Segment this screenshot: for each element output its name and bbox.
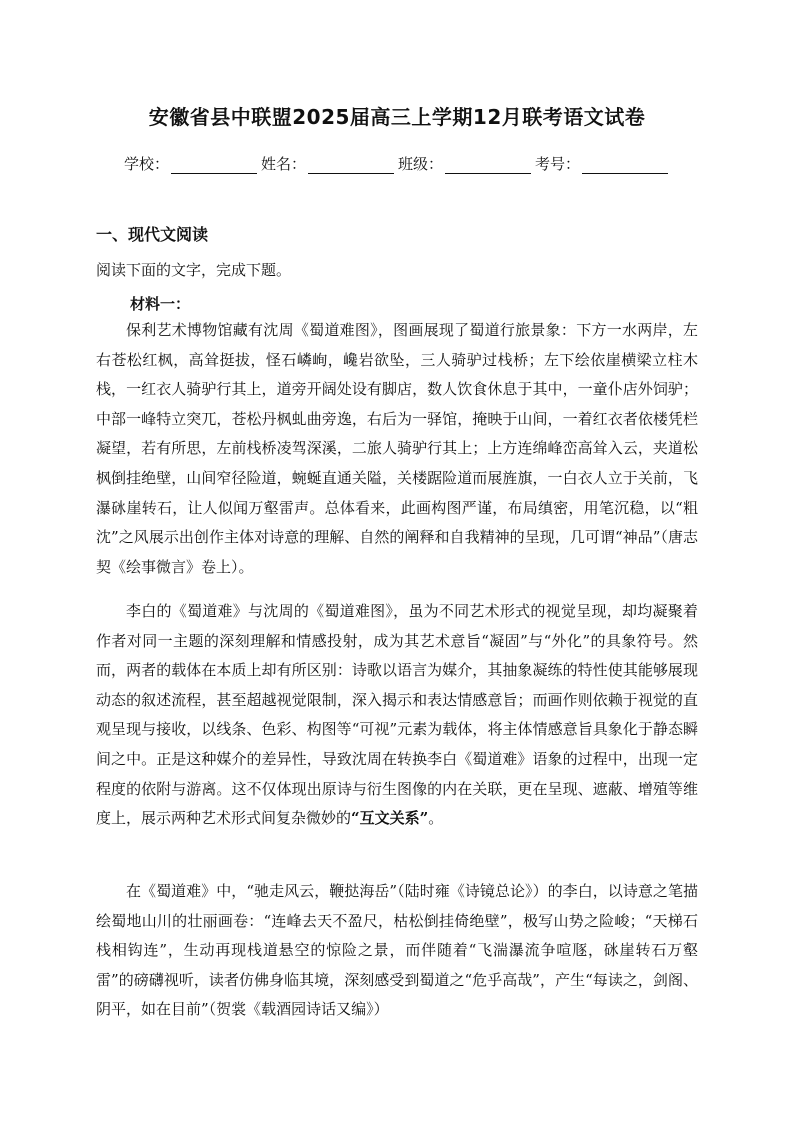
exam-number-label: 考号：: [535, 155, 581, 173]
paragraph-2-end: 。: [428, 809, 444, 828]
reading-instruction: 阅读下面的文字，完成下题。: [96, 261, 292, 279]
name-blank: [308, 157, 394, 174]
name-label: 姓名：: [261, 155, 307, 173]
paragraph-2: [96, 597, 698, 834]
paragraph-1: [96, 316, 698, 582]
class-label: 班级：: [398, 155, 444, 173]
exam-title: 安徽省县中联盟2025届高三上学期12月联考语文试卷: [148, 105, 646, 129]
school-label: 学校：: [124, 155, 170, 173]
paragraph-1-text: 保利艺术博物馆藏有沈周《蜀道难图》，图画展现了蜀道行旅景象：下方一水两岸，左右苍松红枫，高耸挺拔，怪石嶙峋，巉岩欲坠，三人骑驴过栈桥；左下绘依崖横梁立柱木栈，一红衣人骑驴行其上，道旁开阔处设有脚店，数人饮食休息于其中，一童仆店外饲驴；中部一峰特立突兀，苍松丹枫虬曲旁逸，右后为一驿馆，掩映于山间，一着红衣者依楼凭栏凝望，若有所思，左前栈桥凌驾深溪，二旅人骑驴行其上；上方连绵峰峦高耸入云，夹道松枫倒挂绝壁，山间窄径险道，蜿蜒直通关隘，关楼踞险道而展旌旗，一白衣人立于关前，飞瀑砯崖转石，让人似闻万壑雷声。总体看来，此画构图严谨，布局缜密，用笔沉稳，以“粗沈”之风展示出创作主体对诗意的理解、自然的阐释和自我精神的呈现，几可谓“神品”（唐志契《绘事微言》卷上）。: [96, 321, 698, 576]
paragraph-2-main: 李白的《蜀道难》与沈周的《蜀道难图》，虽为不同艺术形式的视觉呈现，却均凝聚着作者对同一主题的深刻理解和情感投射，成为其艺术意旨“凝固”与“外化”的具象符号。然而，两者的载体在本质上却有所区别：诗歌以语言为媒介，其抽象凝练的特性使其能够展现动态的叙述流程，甚至超越视觉限制，深入揭示和表达情感意旨；而画作则依赖于视觉的直观呈现与接收，以线条、色彩、构图等“可视”元素为载体，将主体情感意旨具象化于静态瞬间之中。正是这种媒介的差异性，导致沈周在转换李白《蜀道难》语象的过程中，出现一定程度的依附与游离。这不仅体现出原诗与衍生图像的内在关联，更在呈现、遮蔽、增殖等维度上，展示两种艺术形式间复杂微妙的: [96, 602, 698, 828]
school-blank: [171, 157, 257, 174]
paragraph-3: [96, 877, 698, 1025]
intertextual-relation-term: “互文关系”: [351, 809, 429, 828]
class-blank: [445, 157, 531, 174]
material-label: 材料一：: [130, 295, 191, 313]
exam-number-blank: [582, 157, 668, 174]
paragraph-2-text: [96, 597, 698, 834]
paragraph-3-text: 在《蜀道难》中，“驰走风云，鞭挞海岳”（陆时雍《诗镜总论》）的李白，以诗意之笔描绘蜀地山川的壮丽画卷：“连峰去天不盈尺，枯松倒挂倚绝壁”，极写山势之险峻；“天梯石栈相钩连”，生动再现栈道悬空的惊险之景，而伴随着“飞湍瀑流争喧豗，砯崖转石万壑雷”的磅礴视听，读者仿佛身临其境，深刻感受到蜀道之“危乎高哉”，产生“每读之，剑阁、阴平，如在目前”（贺裳《载酒园诗话又编》）: [96, 882, 698, 1019]
section-heading: 一、现代文阅读: [96, 225, 209, 244]
student-info-row: [124, 153, 672, 174]
